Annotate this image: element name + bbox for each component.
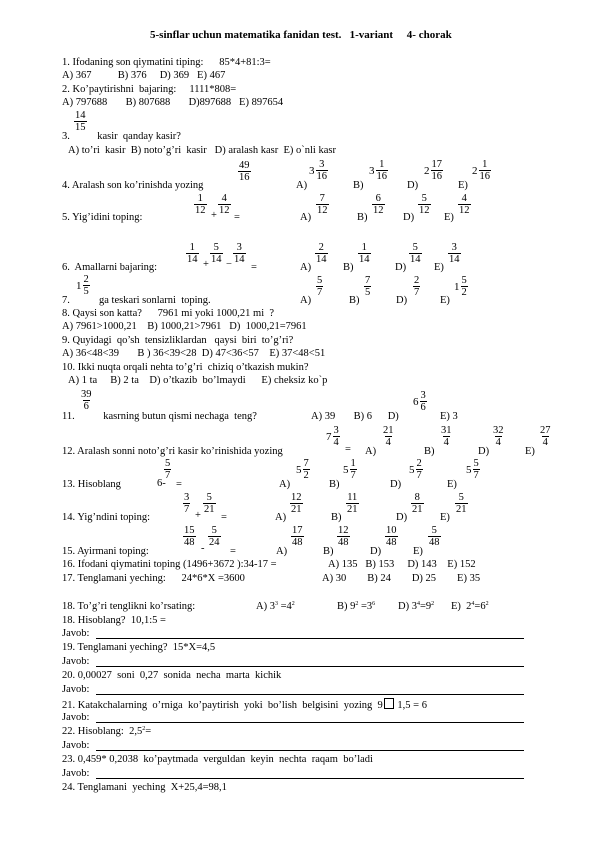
answer-label-18: Javob: <box>62 628 90 639</box>
question-18-equality: 18. To’g’ri tenglikni ko’rsating: <box>62 601 196 612</box>
question-11: kasrning butun qismi nechaga teng? <box>98 411 257 422</box>
q13-option-a-label: A) <box>279 479 291 490</box>
question-7-number: 7. <box>62 295 70 306</box>
q6-fraction-2: 5 14 <box>211 242 222 265</box>
q15-fraction-1: 15 48 <box>184 525 195 548</box>
question-12: 12. Aralash sonni noto’g’ri kasir ko’rinishida yozing <box>62 446 283 457</box>
answer-line-23[interactable] <box>96 778 524 779</box>
answer-label-20: Javob: <box>62 684 90 695</box>
question-14: 14. Yig’ndini toping: <box>62 512 150 523</box>
q14-fraction-2: 5 21 <box>204 492 215 515</box>
q14-plus: + <box>195 510 201 521</box>
q5-option-b: 6 12 <box>373 193 384 216</box>
q6-option-a-label: A) <box>300 262 312 273</box>
question-2-options: A) 797688 B) 807688 D)897688 E) 897654 <box>62 97 284 108</box>
q13-option-b: 5 1 7 <box>343 458 356 481</box>
q5-fraction-1: 1 12 <box>195 193 206 216</box>
q4-option-d: 2 17 16 <box>424 159 442 182</box>
question-3-number: 3. <box>62 131 70 142</box>
q6-option-a: 2 14 <box>316 242 327 265</box>
answer-line-21[interactable] <box>96 722 524 723</box>
question-7-mixed-number: 1 2 5 <box>76 274 89 297</box>
question-12-mixed-number: 7 3 4 <box>326 425 339 448</box>
q18-option-b: B) $9^2 =3^6$ <box>337 601 376 612</box>
q14-option-e-label: E) <box>440 512 450 523</box>
q14-equals: = <box>221 512 227 523</box>
question-20: 20. 0,00027 soni 0,27 sonida necha marta kichik <box>62 670 282 681</box>
q7-option-e: 1 5 2 <box>454 275 467 298</box>
q5-fraction-2: 4 12 <box>219 193 230 216</box>
q14-option-b-label: B) <box>331 512 342 523</box>
q12-option-b-label: B) <box>424 446 435 457</box>
q5-option-a-label: A) <box>300 212 312 223</box>
q7-option-d: 2 7 <box>414 275 420 298</box>
q15-option-b: 12 48 <box>338 525 349 548</box>
question-8-options: A) 7961>1000,21 B) 1000,21>7961 D) 1000,21=7961 <box>62 321 307 332</box>
q6-option-b: 1 14 <box>359 242 370 265</box>
q7-option-a: 5 7 <box>317 275 323 298</box>
question-24: 24. Tenglamani yeching X+25,4=98,1 <box>62 782 227 793</box>
q4-option-b: 3 1 16 <box>369 159 387 182</box>
question-2: 2. Ko’paytirishni bajaring: 1111*808= <box>62 84 237 95</box>
q6-fraction-1: 1 14 <box>187 242 198 265</box>
q4-option-d-label: D) <box>407 180 419 191</box>
q5-option-e: 4 12 <box>459 193 470 216</box>
question-21: 21. Katakchalarning o’rniga ko’paytirish yoki bo’lish belgisini yozing 9 1,5 = 6 <box>62 700 427 711</box>
answer-label-21: Javob: <box>62 712 90 723</box>
q4-option-a-label: A) <box>296 180 308 191</box>
q6-minus: − <box>226 259 232 270</box>
q15-option-e: 5 48 <box>429 525 440 548</box>
question-5: 5. Yig’idini toping: <box>62 212 143 223</box>
answer-label-19: Javob: <box>62 656 90 667</box>
q13-option-a: 5 7 2 <box>296 458 309 481</box>
question-1: 1. Ifodaning son qiymatini tiping: 85*4+81:3= <box>62 57 271 68</box>
q4-option-e: 2 1 16 <box>472 159 490 182</box>
q12-option-d: 32 4 <box>493 425 504 448</box>
answer-line-22[interactable] <box>96 750 524 751</box>
q14-option-a: 12 21 <box>291 492 302 515</box>
question-9: 9. Quyidagi qo’sh tensizliklardan qaysi biri to’g’ri? <box>62 335 294 346</box>
question-11-options: A) 39 B) 6 D) <box>311 411 399 422</box>
q6-option-d: 5 14 <box>410 242 421 265</box>
q14-option-d-label: D) <box>396 512 408 523</box>
question-16: 16. Ifodani qiymatini toping (1496+3672 ):34-17 = <box>62 559 277 570</box>
question-9-options: A) 36<48<39 B ) 36<39<28 D) 47<36<57 E) 37<48<51 <box>62 348 326 359</box>
q15-equals: = <box>230 546 236 557</box>
q14-option-d: 8 21 <box>412 492 423 515</box>
q7-option-d-label: D) <box>396 295 408 306</box>
question-17-options: A) 30 B) 24 D) 25 E) 35 <box>322 573 481 584</box>
q6-option-e-label: E) <box>434 262 444 273</box>
q12-option-d-label: D) <box>478 446 490 457</box>
page-title: 5-sinflar uchun matematika fanidan test. 1-variant 4- chorak <box>150 29 452 41</box>
question-3-options: A) to’ri kasir B) noto’g’ri kasir D) aralash kasr E) o`nli kasr <box>68 145 336 156</box>
q12-option-b: 31 4 <box>441 425 452 448</box>
q5-option-e-label: E) <box>444 212 454 223</box>
q12-equals: = <box>345 444 351 455</box>
answer-line-19[interactable] <box>96 666 524 667</box>
question-4-fraction: 49 16 <box>239 160 250 183</box>
q15-option-a-label: A) <box>276 546 288 557</box>
q7-option-b-label: B) <box>349 295 360 306</box>
question-11-number: 11. <box>62 411 75 422</box>
question-19: 19. Tenglamani yeching? 15*X=4,5 <box>62 642 216 653</box>
question-7: ga teskari sonlarni toping. <box>99 295 211 306</box>
q12-option-e: 27 4 <box>540 425 551 448</box>
question-4: 4. Aralash son ko’rinishda yozing <box>62 180 204 191</box>
question-17: 17. Tenglamani yeching: 24*6*X =3600 <box>62 573 245 584</box>
q7-option-e-label: E) <box>440 295 450 306</box>
q13-option-e: 5 5 7 <box>466 458 479 481</box>
q15-option-e-label: E) <box>413 546 423 557</box>
q14-option-e: 5 21 <box>456 492 467 515</box>
q7-option-b: 7 5 <box>365 275 371 298</box>
question-22: 22. Hisoblang: $2,5^2=$ <box>62 726 152 737</box>
q12-option-a: 21 4 <box>383 425 394 448</box>
q13-equals: = <box>176 479 182 490</box>
answer-label-22: Javob: <box>62 740 90 751</box>
q12-option-a-label: A) <box>365 446 377 457</box>
q5-equals: = <box>234 212 240 223</box>
q13-expression: 6- <box>157 478 166 489</box>
q12-option-e-label: E) <box>525 446 535 457</box>
answer-label-23: Javob: <box>62 768 90 779</box>
q5-option-d: 5 12 <box>419 193 430 216</box>
q11-option-d: 6 3 6 <box>413 390 426 413</box>
q14-option-b: 11 21 <box>347 492 358 515</box>
q4-option-a: 3 3 16 <box>309 159 327 182</box>
question-8: 8. Qaysi son katta? 7961 mi yoki 1000,21 mi ? <box>62 308 275 319</box>
question-13: 13. Hisoblang <box>62 479 121 490</box>
q13-option-d-label: D) <box>390 479 402 490</box>
q6-plus: + <box>203 259 209 270</box>
question-1-options: A) 367 B) 376 D) 369 E) 467 <box>62 70 226 81</box>
q11-option-e: E) 3 <box>440 411 458 422</box>
q13-option-b-label: B) <box>329 479 340 490</box>
empty-box-icon[interactable] <box>384 698 394 709</box>
q14-option-a-label: A) <box>275 512 287 523</box>
q6-equals: = <box>251 262 257 273</box>
answer-line-18[interactable] <box>96 638 524 639</box>
q13-fraction: 5 7 <box>165 458 171 481</box>
q5-option-b-label: B) <box>357 212 368 223</box>
q6-option-b-label: B) <box>343 262 354 273</box>
q14-fraction-1: 3 7 <box>184 492 190 515</box>
question-10-options: A) 1 ta B) 2 ta D) o’tkazib bo’lmaydi E) cheksiz ko`p <box>68 375 328 386</box>
q4-option-b-label: B) <box>353 180 364 191</box>
question-18-compute: 18. Hisoblang? 10,1:5 = <box>62 615 166 626</box>
q18-option-e: E) $2^4=6^2$ <box>451 601 489 612</box>
q5-option-a: 7 12 <box>317 193 328 216</box>
question-6: 6. Amallarni bajaring: <box>62 262 158 273</box>
q6-fraction-3: 3 14 <box>234 242 245 265</box>
q15-option-d: 10 48 <box>386 525 397 548</box>
question-16-options: A) 135 B) 153 D) 143 E) 152 <box>328 559 476 570</box>
question-11-fraction: 39 6 <box>81 389 92 412</box>
question-10: 10. Ikki nuqta orqali nehta to’g’ri chiziq o’tkazish mukin? <box>62 362 309 373</box>
q18-option-a: A) $3^3 =4^2$ <box>256 601 295 612</box>
q6-option-e: 3 14 <box>449 242 460 265</box>
q6-option-d-label: D) <box>395 262 407 273</box>
q5-option-d-label: D) <box>403 212 415 223</box>
q15-minus: - <box>201 543 205 554</box>
question-15: 15. Ayirmani toping: <box>62 546 149 557</box>
q18-option-d: D) $3^4=9^2$ <box>398 601 435 612</box>
q15-fraction-2: 5 24 <box>209 525 220 548</box>
q4-option-e-label: E) <box>458 180 468 191</box>
answer-line-20[interactable] <box>96 694 524 695</box>
q5-plus: + <box>211 210 217 221</box>
q15-option-b-label: B) <box>323 546 334 557</box>
q13-option-d: 5 2 7 <box>409 458 422 481</box>
q13-option-e-label: E) <box>447 479 457 490</box>
question-3-fraction: 14 15 <box>75 110 86 133</box>
question-23: 23. 0,459* 0,2038 ko’paytmada verguldan keyin nechta raqam bo’ladi <box>62 754 373 765</box>
q7-option-a-label: A) <box>300 295 312 306</box>
q15-option-a: 17 48 <box>292 525 303 548</box>
q15-option-d-label: D) <box>370 546 382 557</box>
question-3: kasir qanday kasir? <box>92 131 181 142</box>
